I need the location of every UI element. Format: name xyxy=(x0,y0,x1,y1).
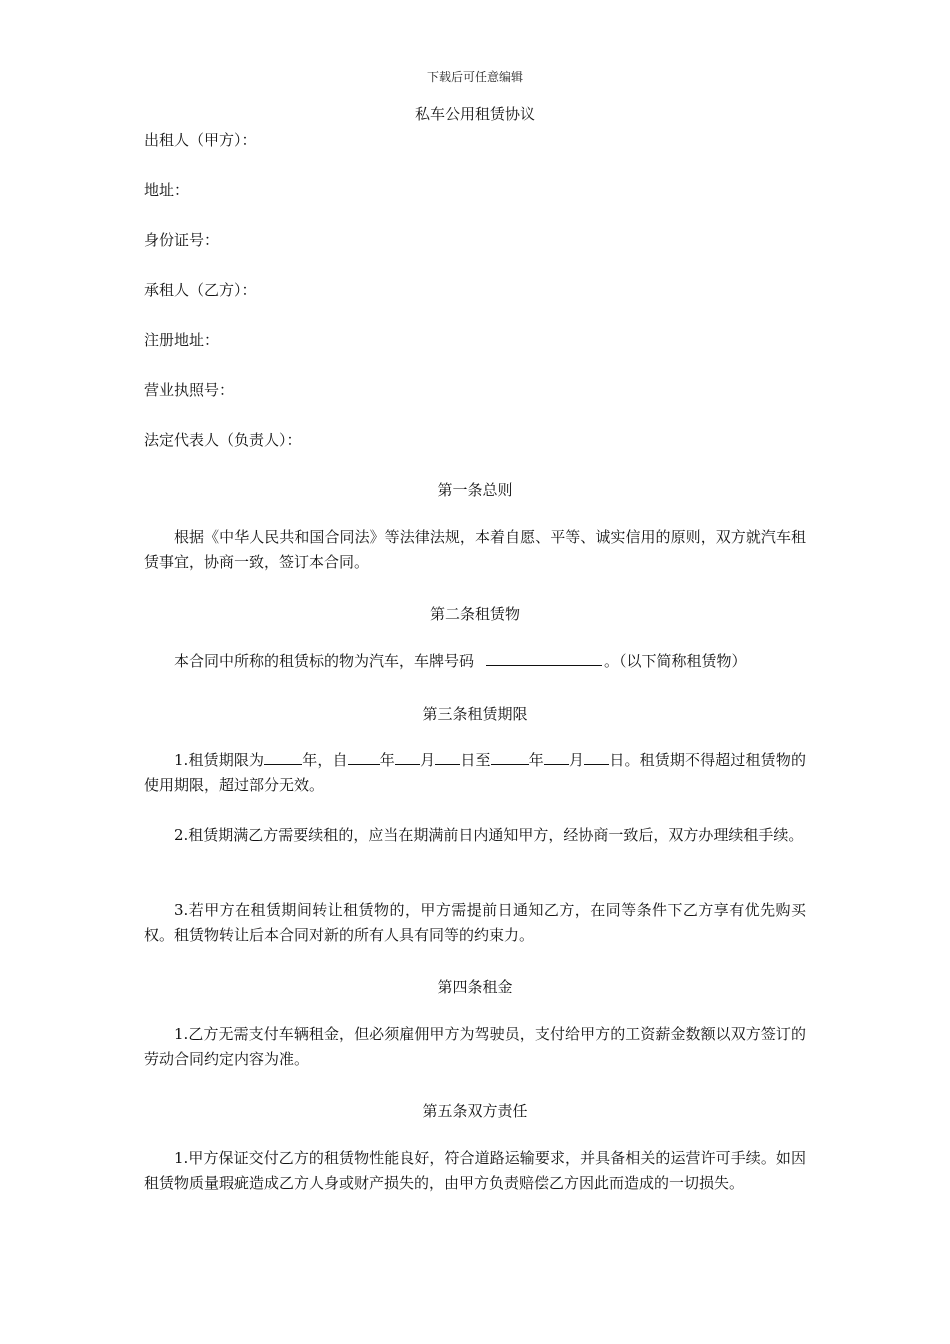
article3-p1-a: 1.租赁期限为 xyxy=(174,751,265,769)
start-day-blank xyxy=(435,750,460,765)
field-address: 地址： xyxy=(144,181,190,199)
field-registered-address: 注册地址： xyxy=(144,331,220,349)
article1-paragraph: 根据《中华人民共和国合同法》等法律法规，本着自愿、平等、诚实信用的原则，双方就汽车租赁事宜，协商一致，签订本合同。 xyxy=(144,528,806,571)
header-note: 下载后可任意编辑 xyxy=(426,70,523,84)
article4-paragraph: 1.乙方无需支付车辆租金，但必须雇佣甲方为驾驶员，支付给甲方的工资薪金数额以双方签订的劳动合同约定内容为准。 xyxy=(144,1025,806,1068)
field-lessee: 承租人（乙方）： xyxy=(144,281,257,299)
field-business-license: 营业执照号： xyxy=(144,381,235,399)
document-title: 私车公用租赁协议 xyxy=(414,105,535,123)
article4-heading: 第四条租金 xyxy=(437,978,513,996)
start-month-blank xyxy=(395,750,420,765)
article1-heading: 第一条总则 xyxy=(437,481,513,499)
article5-paragraph: 1.甲方保证交付乙方的租赁物性能良好，符合道路运输要求，并具备相关的运营许可手续。如因租赁物质量瑕疵造成乙方人身或财产损失的，由甲方负责赔偿乙方因此而造成的一切损失。 xyxy=(144,1149,806,1192)
start-year-blank xyxy=(348,750,380,765)
field-id-number: 身份证号： xyxy=(144,231,220,249)
term-years-blank xyxy=(264,750,302,765)
field-lessor: 出租人（甲方）： xyxy=(144,131,257,149)
article3-p1-f: 年 xyxy=(528,751,544,769)
end-month-blank xyxy=(544,750,569,765)
article3-p1-c: 年 xyxy=(379,751,395,769)
article2-paragraph xyxy=(144,649,806,674)
article3-p1-b: 年，自 xyxy=(302,751,348,769)
article3-p1-h: 日。租赁期不得超过租赁物的使用期限，超过部分无效。 xyxy=(144,751,806,794)
end-year-blank xyxy=(491,750,529,765)
end-day-blank xyxy=(584,750,609,765)
article2-heading: 第二条租赁物 xyxy=(429,605,520,623)
article2-text-after: 。（以下简称租赁物） xyxy=(604,652,747,670)
plate-number-blank xyxy=(486,651,602,666)
article2-text-before: 本合同中所称的租赁标的物为汽车，车牌号码 xyxy=(174,652,475,670)
article5-heading: 第五条双方责任 xyxy=(422,1102,528,1120)
article3-heading: 第三条租赁期限 xyxy=(422,705,528,723)
field-legal-representative: 法定代表人（负责人）： xyxy=(144,431,302,449)
article3-paragraph-1 xyxy=(144,748,806,798)
article3-paragraph-2: 2.租赁期满乙方需要续租的，应当在期满前日内通知甲方，经协商一致后，双方办理续租手续。 xyxy=(174,826,804,844)
article3-paragraph-3: 3.若甲方在租赁期间转让租赁物的，甲方需提前日通知乙方，在同等条件下乙方享有优先购买权。租赁物转让后本合同对新的所有人具有同等的约束力。 xyxy=(144,901,806,944)
article3-p1-g: 月 xyxy=(568,751,585,769)
article3-p1-e: 日至 xyxy=(460,751,491,769)
article3-p1-d: 月 xyxy=(419,751,436,769)
